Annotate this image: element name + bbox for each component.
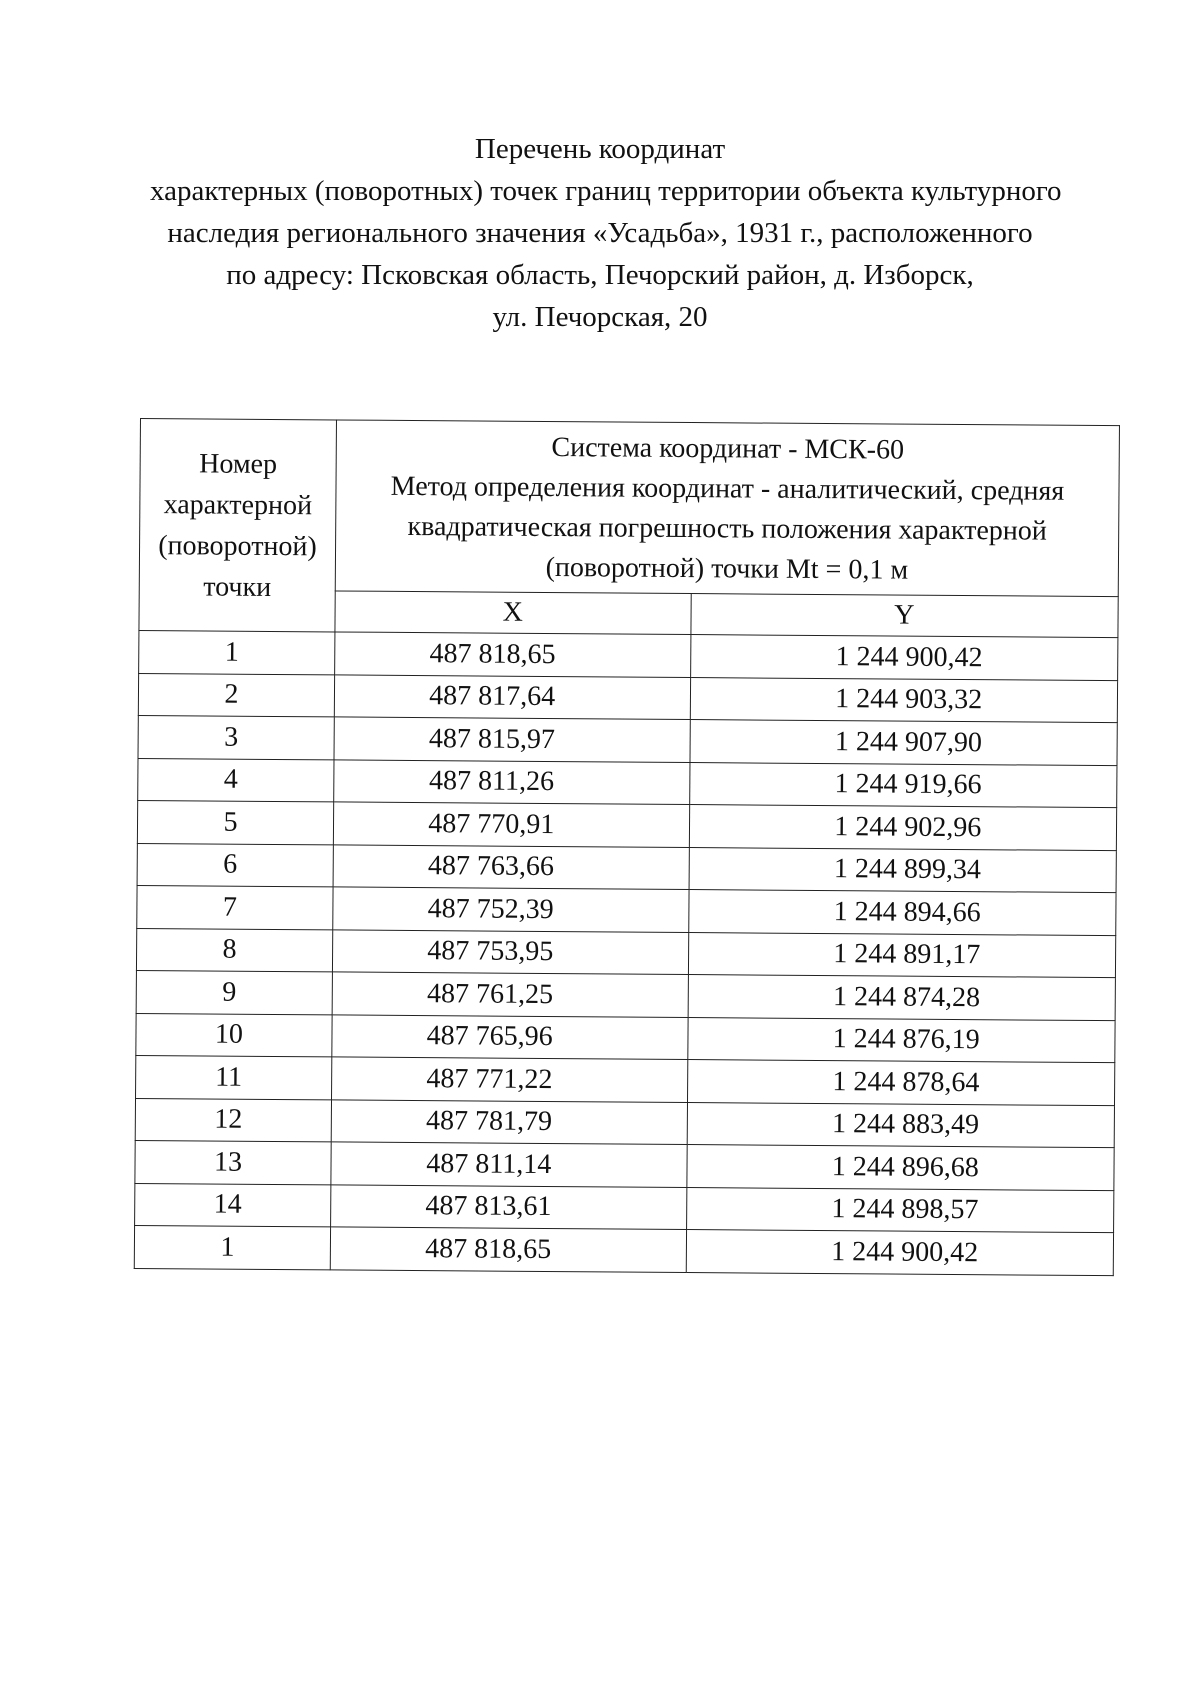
y-coordinate-cell: 1 244 878,64 <box>687 1060 1115 1106</box>
title-line: Перечень координат <box>474 133 726 165</box>
table-row <box>138 758 1117 808</box>
y-coordinate-cell: 1 244 891,17 <box>688 932 1116 978</box>
header-line: квадратическая погрешность положения характерной <box>407 510 1047 547</box>
header-line: Система координат - МСК-60 <box>551 432 905 466</box>
table-row <box>137 843 1116 893</box>
x-coordinate-cell: 487 753,95 <box>332 929 688 974</box>
point-number-cell: 12 <box>135 1098 331 1142</box>
document-title <box>150 128 1062 338</box>
table-row <box>139 630 1118 680</box>
x-coordinate-cell: 487 765,96 <box>332 1014 688 1059</box>
title-line: ул. Печорская, 20 <box>492 301 708 333</box>
title-line: наследия регионального значения «Усадьба», 1931 г., расположенного <box>167 217 1033 249</box>
table-row <box>136 970 1115 1020</box>
table-row <box>137 885 1116 935</box>
x-column-header: X <box>335 591 691 635</box>
point-number-cell: 10 <box>136 1013 332 1057</box>
point-number-header <box>139 419 336 632</box>
title-line: по адресу: Псковская область, Печорский район, д. Изборск, <box>226 259 974 291</box>
point-number-cell: 9 <box>136 970 332 1014</box>
y-coordinate-cell: 1 244 896,68 <box>686 1145 1114 1191</box>
header-line: характерной <box>163 488 313 521</box>
y-coordinate-cell: 1 244 894,66 <box>688 890 1116 936</box>
point-number-cell: 2 <box>138 673 334 717</box>
header-line: Метод определения координат - аналитический, средняя <box>390 470 1065 507</box>
table-row <box>137 800 1116 850</box>
header-line: (поворотной) точки Mt = 0,1 м <box>545 551 909 586</box>
y-coordinate-cell: 1 244 907,90 <box>690 720 1118 766</box>
point-number-cell: 11 <box>136 1055 332 1099</box>
point-number-cell: 13 <box>135 1140 331 1184</box>
x-coordinate-cell: 487 815,97 <box>334 717 690 762</box>
table-row <box>138 673 1117 723</box>
x-coordinate-cell: 487 811,14 <box>331 1142 687 1187</box>
point-number-cell: 7 <box>137 885 333 929</box>
point-number-cell: 8 <box>136 928 332 972</box>
y-coordinate-cell: 1 244 899,34 <box>689 847 1117 893</box>
point-number-cell: 1 <box>134 1225 330 1269</box>
table-row <box>134 1225 1113 1275</box>
y-coordinate-cell: 1 244 900,42 <box>686 1230 1114 1276</box>
y-coordinate-cell: 1 244 876,19 <box>687 1017 1115 1063</box>
x-coordinate-cell: 487 818,65 <box>330 1227 686 1272</box>
y-coordinate-cell: 1 244 898,57 <box>686 1187 1114 1233</box>
y-coordinate-cell: 1 244 883,49 <box>687 1102 1115 1148</box>
coordinate-system-header <box>335 420 1119 597</box>
point-number-cell: 5 <box>137 800 333 844</box>
x-coordinate-cell: 487 818,65 <box>335 632 691 677</box>
y-column-header: Y <box>690 594 1118 638</box>
table-row <box>135 1183 1114 1233</box>
x-coordinate-cell: 487 813,61 <box>331 1184 687 1229</box>
title-line: характерных (поворотных) точек границ территории объекта культурного <box>150 175 1062 207</box>
x-coordinate-cell: 487 761,25 <box>332 972 688 1017</box>
y-coordinate-cell: 1 244 900,42 <box>690 635 1118 681</box>
y-coordinate-cell: 1 244 919,66 <box>689 762 1117 808</box>
point-number-cell: 14 <box>135 1183 331 1227</box>
coordinates-table <box>134 418 1120 1276</box>
x-coordinate-cell: 487 763,66 <box>333 844 689 889</box>
table-row <box>136 1055 1115 1105</box>
header-line: (поворотной) <box>158 529 317 562</box>
x-coordinate-cell: 487 817,64 <box>334 674 690 719</box>
point-number-cell: 1 <box>139 630 335 674</box>
point-number-cell: 4 <box>138 758 334 802</box>
coordinates-table-body <box>134 630 1118 1275</box>
table-row <box>136 1013 1115 1063</box>
x-coordinate-cell: 487 771,22 <box>331 1057 687 1102</box>
y-coordinate-cell: 1 244 903,32 <box>690 677 1118 723</box>
x-coordinate-cell: 487 781,79 <box>331 1099 687 1144</box>
y-coordinate-cell: 1 244 874,28 <box>688 975 1116 1021</box>
header-line: Номер <box>199 447 278 480</box>
x-coordinate-cell: 487 752,39 <box>333 887 689 932</box>
table-row <box>135 1098 1114 1148</box>
x-coordinate-cell: 487 811,26 <box>334 759 690 804</box>
x-coordinate-cell: 487 770,91 <box>333 802 689 847</box>
y-coordinate-cell: 1 244 902,96 <box>689 805 1117 851</box>
header-line: точки <box>203 570 272 603</box>
table-row <box>138 715 1117 765</box>
table-row <box>135 1140 1114 1190</box>
table-row <box>136 928 1115 978</box>
point-number-cell: 6 <box>137 843 333 887</box>
point-number-cell: 3 <box>138 715 334 759</box>
